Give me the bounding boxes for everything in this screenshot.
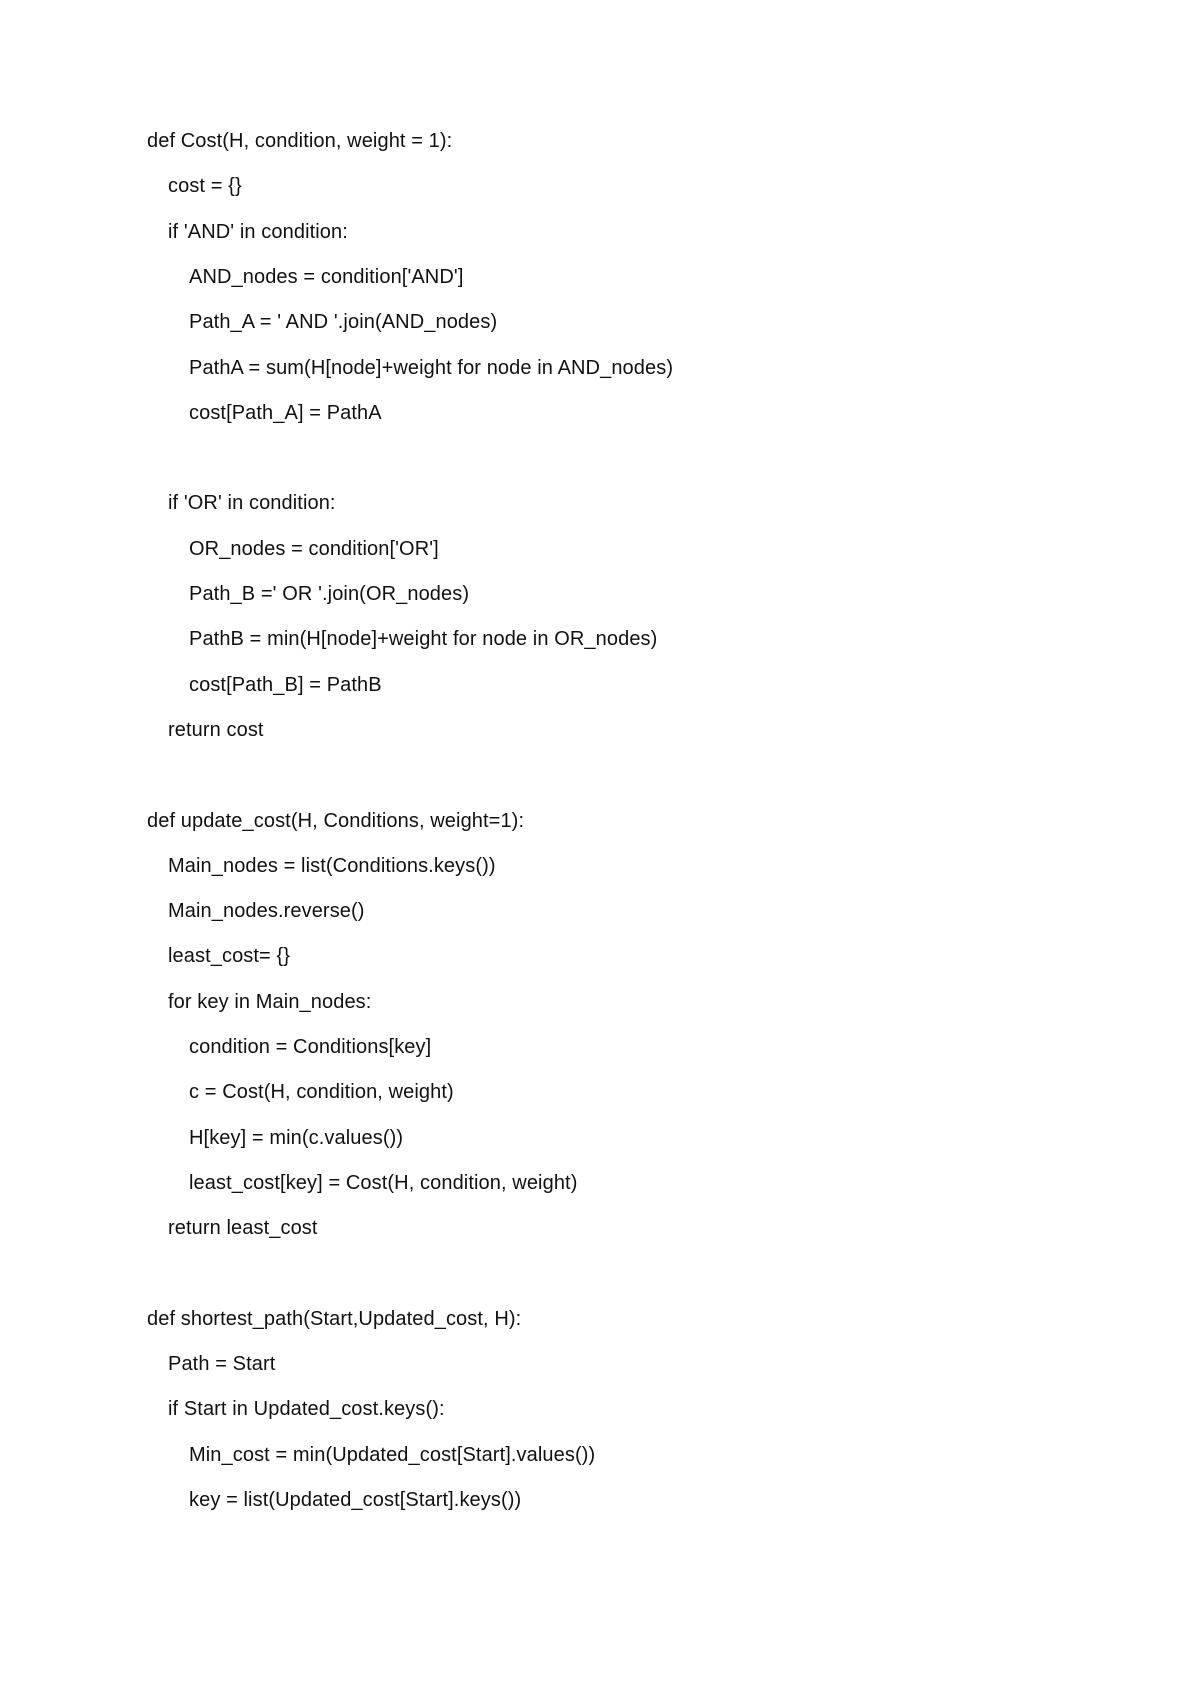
code-line: c = Cost(H, condition, weight) <box>189 1081 454 1104</box>
code-line: def shortest_path(Start,Updated_cost, H): <box>147 1307 522 1330</box>
code-line: Min_cost = min(Updated_cost[Start].values()) <box>189 1443 596 1466</box>
code-line: Main_nodes.reverse() <box>168 900 365 923</box>
code-line: Path = Start <box>168 1353 276 1376</box>
code-line: if 'OR' in condition: <box>168 492 336 515</box>
code-line: if 'AND' in condition: <box>168 220 348 243</box>
code-line: def Cost(H, condition, weight = 1): <box>147 130 453 152</box>
code-line: def update_cost(H, Conditions, weight=1): <box>147 809 525 832</box>
code-line: return cost <box>168 718 264 741</box>
code-line: least_cost= {} <box>168 945 291 968</box>
code-line: cost[Path_B] = PathB <box>189 673 382 696</box>
code-line: cost = {} <box>168 175 242 198</box>
code-line: return least_cost <box>168 1217 318 1240</box>
code-line: cost[Path_A] = PathA <box>189 401 382 424</box>
code-line: for key in Main_nodes: <box>168 990 372 1013</box>
code-line: Path_A = ' AND '.join(AND_nodes) <box>189 311 498 334</box>
code-line: key = list(Updated_cost[Start].keys()) <box>189 1489 522 1511</box>
code-line: condition = Conditions[key] <box>189 1036 432 1058</box>
code-line: least_cost[key] = Cost(H, condition, weight) <box>189 1171 578 1194</box>
code-line: if Start in Updated_cost.keys(): <box>168 1398 445 1421</box>
code-line: PathB = min(H[node]+weight for node in OR_nodes) <box>189 628 658 651</box>
code-line: Path_B =' OR '.join(OR_nodes) <box>189 583 470 605</box>
code-line: PathA = sum(H[node]+weight for node in AND_nodes) <box>189 356 674 379</box>
code-line: OR_nodes = condition['OR'] <box>189 537 439 560</box>
code-line: H[key] = min(c.values()) <box>189 1126 404 1149</box>
code-line: Main_nodes = list(Conditions.keys()) <box>168 854 496 877</box>
code-line: AND_nodes = condition['AND'] <box>189 265 464 288</box>
